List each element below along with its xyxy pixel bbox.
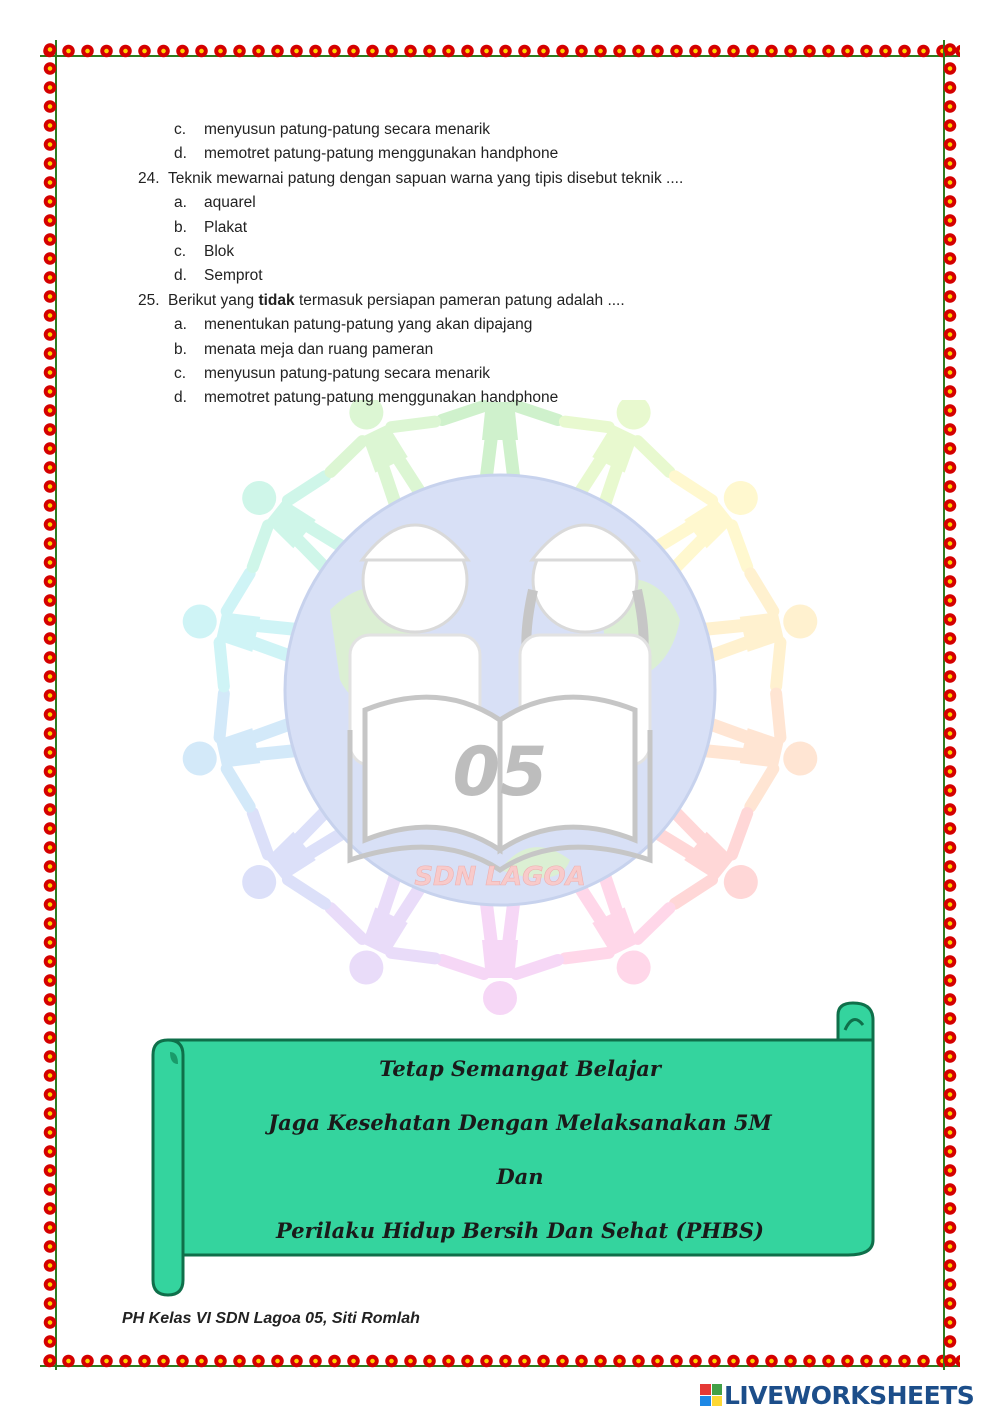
child-figure [442, 400, 558, 480]
child-figure [442, 900, 558, 1015]
footer-credit: PH Kelas VI SDN Lagoa 05, Siti Romlah [122, 1310, 420, 1327]
banner-line-3: Dan [496, 1164, 544, 1189]
emphasis-word: tidak [258, 291, 295, 309]
flower-border-top [40, 40, 960, 60]
book-number: 05 [452, 733, 548, 812]
school-name: SDN LAGOA [414, 862, 586, 892]
school-logo-watermark [140, 400, 860, 1050]
question-24: 24. Teknik mewarnai patung dengan sapuan warna yang tipis disebut teknik .... [138, 169, 684, 187]
q24-option-d: d. Semprot [174, 267, 263, 285]
q25-option-d: d. memotret patung-patung menggunakan handphone [174, 389, 559, 407]
banner-message [190, 1042, 850, 1258]
liveworksheets-logo-icon [700, 1384, 722, 1406]
option-d-prev: d. memotret patung-patung menggunakan handphone [174, 145, 559, 163]
flower-border-left [40, 40, 60, 1370]
brand-name: LIVEWORKSHEETS [724, 1380, 975, 1410]
banner-line-2: Jaga Kesehatan Dengan Melaksanakan 5M [268, 1110, 772, 1135]
q25-option-c: c. menyusun patung-patung secara menarik [174, 364, 491, 382]
question-list [138, 118, 918, 411]
q24-option-c: c. Blok [174, 242, 235, 260]
q25-option-a: a. menentukan patung-patung yang akan dipajang [174, 316, 533, 334]
q25-option-b: b. menata meja dan ruang pameran [174, 340, 434, 358]
banner-line-1: Tetap Semangat Belajar [379, 1056, 661, 1081]
banner-line-4: Perilaku Hidup Bersih Dan Sehat (PHBS) [276, 1218, 764, 1243]
flower-border-bottom [40, 1350, 960, 1370]
question-25: 25. Berikut yang tidak termasuk persiapan pameran patung adalah .... [138, 291, 625, 309]
liveworksheets-brand[interactable] [700, 1380, 974, 1410]
option-c-prev: c. menyusun patung-patung secara menarik [174, 121, 491, 138]
q24-option-a: a. aquarel [174, 194, 256, 212]
flower-border-right [940, 40, 960, 1370]
q24-option-b: b. Plakat [174, 218, 248, 236]
